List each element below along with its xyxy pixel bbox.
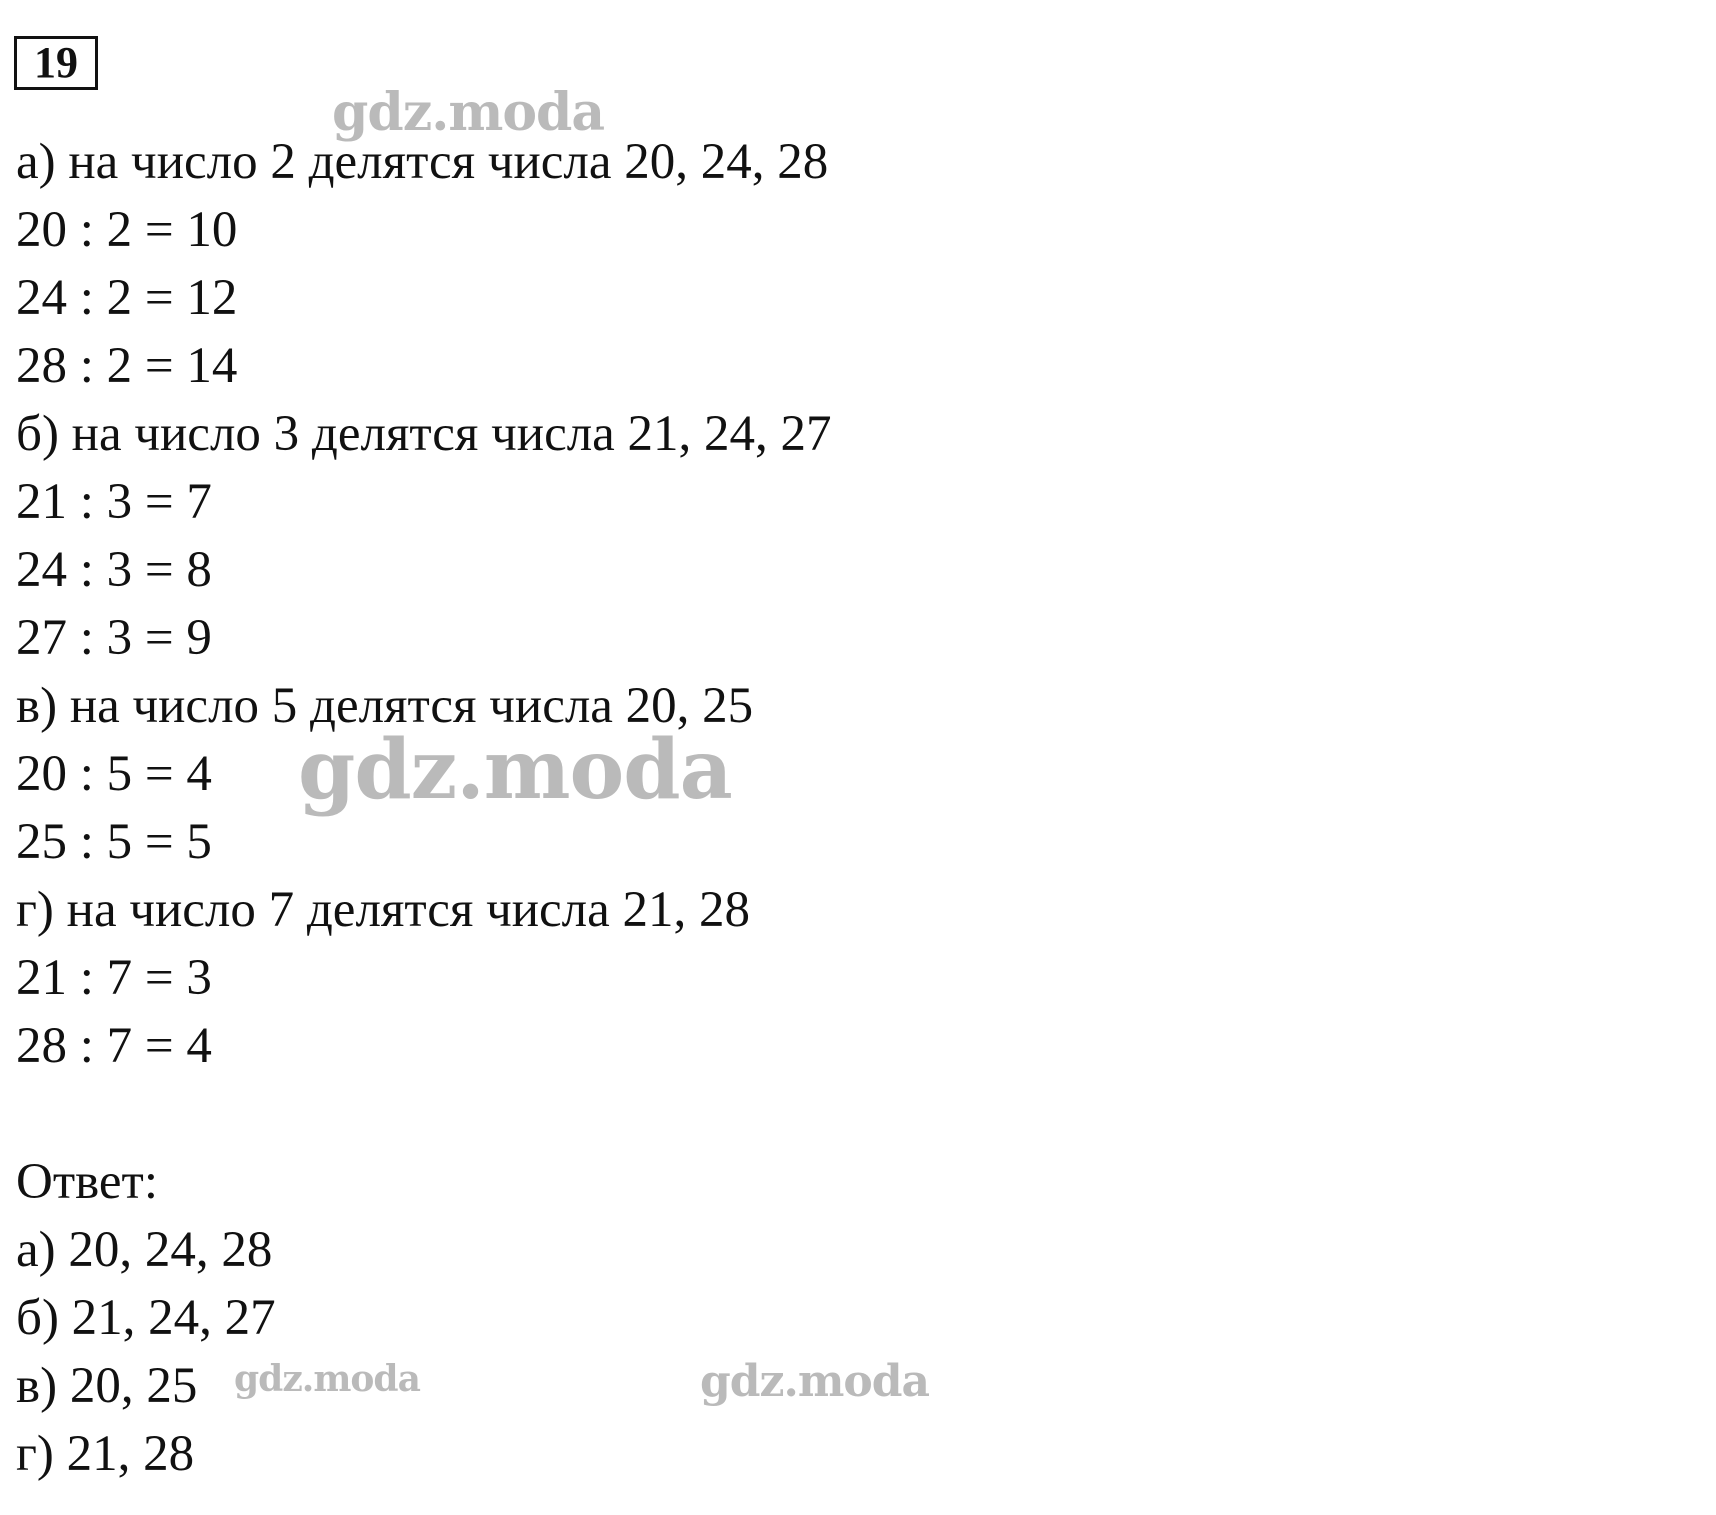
answer-g: г) 21, 28 xyxy=(16,1426,195,1482)
line-a-1: 20 : 2 = 10 xyxy=(16,202,238,258)
line-b-3: 27 : 3 = 9 xyxy=(16,610,212,666)
line-v-1: 20 : 5 = 4 xyxy=(16,746,212,802)
line-g-2: 28 : 7 = 4 xyxy=(16,1018,212,1074)
line-b-2: 24 : 3 = 8 xyxy=(16,542,212,598)
line-g-1: 21 : 7 = 3 xyxy=(16,950,212,1006)
blank-line xyxy=(16,1080,1116,1148)
watermark-logo: gdz.moda xyxy=(298,722,732,818)
answer-v: в) 20, 25 xyxy=(16,1358,198,1414)
line-v-2: 25 : 5 = 5 xyxy=(16,814,212,870)
task-number-box: 19 xyxy=(14,36,98,90)
line-v-heading: в) на число 5 делятся числа 20, 25 xyxy=(16,678,754,734)
watermark-logo: gdz.moda xyxy=(332,82,605,143)
line-a-3: 28 : 2 = 14 xyxy=(16,338,238,394)
line-g-heading: г) на число 7 делятся числа 21, 28 xyxy=(16,882,751,938)
line-b-heading: б) на число 3 делятся числа 21, 24, 27 xyxy=(16,406,832,462)
answer-b: б) 21, 24, 27 xyxy=(16,1290,276,1346)
solution-text xyxy=(16,128,1116,1488)
line-a-heading: а) на число 2 делятся числа 20, 24, 28 xyxy=(16,134,829,190)
watermark-logo: gdz.moda xyxy=(700,1356,930,1407)
answer-heading: Ответ: xyxy=(16,1154,158,1210)
watermark-logo: gdz.moda xyxy=(234,1358,420,1400)
answer-a: а) 20, 24, 28 xyxy=(16,1222,273,1278)
line-a-2: 24 : 2 = 12 xyxy=(16,270,238,326)
line-b-1: 21 : 3 = 7 xyxy=(16,474,212,530)
